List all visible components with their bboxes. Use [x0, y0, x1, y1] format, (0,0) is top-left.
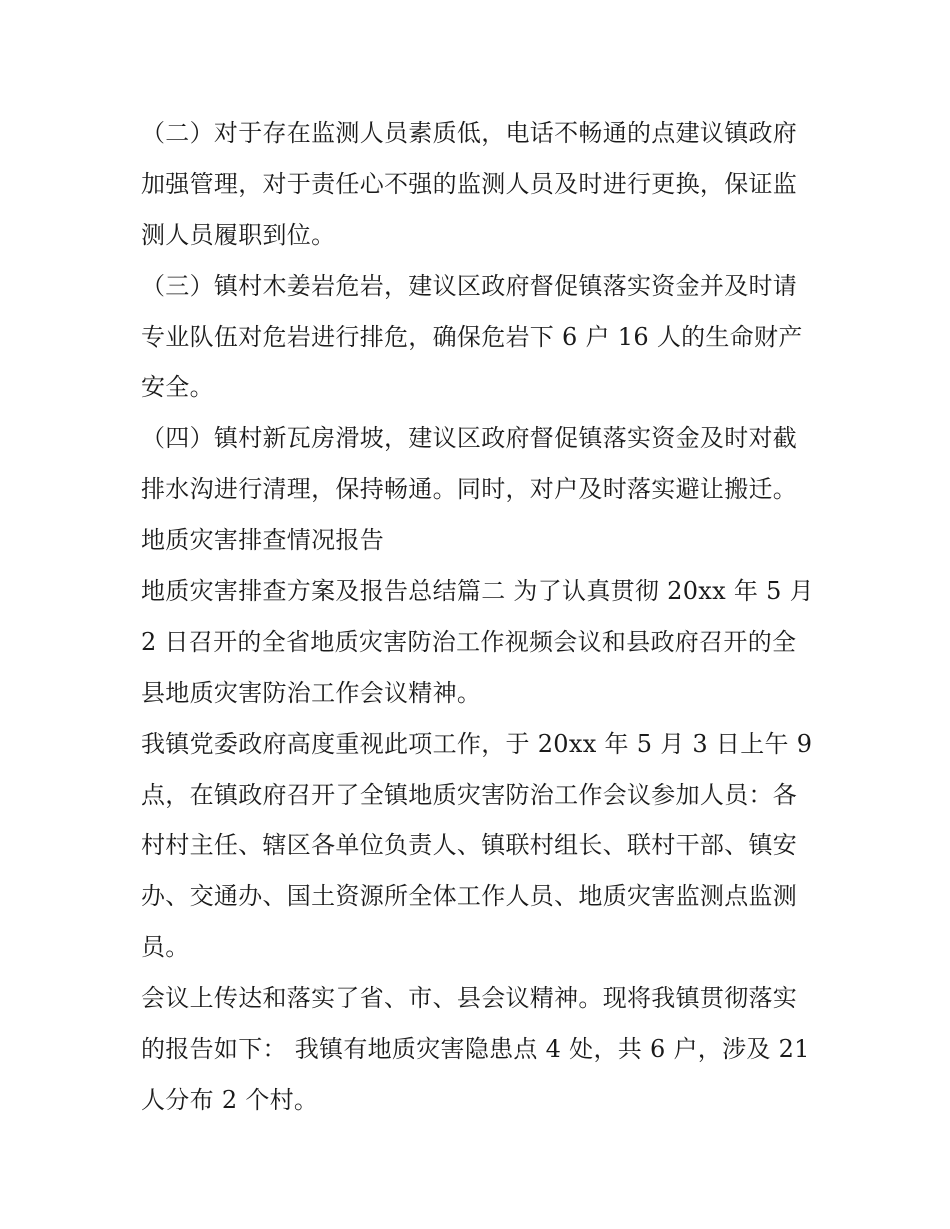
text-line: 加强管理，对于责任心不强的监测人员及时进行更换，保证监	[141, 169, 798, 198]
text-line: 地质灾害排查方案及报告总结篇二 为了认真贯彻 20xx 年 5 月	[141, 577, 814, 606]
text-line: 村村主任、辖区各单位负责人、镇联村组长、联村干部、镇安	[141, 831, 798, 860]
text-line: 的报告如下： 我镇有地质灾害隐患点 4 处，共 6 户，涉及 21	[141, 1035, 810, 1064]
text-line: 排水沟进行清理，保持畅通。同时，对户及时落实避让搬迁。	[141, 475, 798, 504]
text-line: 点，在镇政府召开了全镇地质灾害防治工作会议参加人员：各	[141, 780, 798, 809]
text-line: 2 日召开的全省地质灾害防治工作视频会议和县政府召开的全	[141, 627, 797, 656]
text-line: 县地质灾害防治工作会议精神。	[141, 678, 482, 707]
text-line: 人分布 2 个村。	[141, 1085, 319, 1114]
text-line: （四）镇村新瓦房滑坡，建议区政府督促镇落实资金及时对截	[141, 424, 798, 453]
section-heading: 地质灾害排查情况报告	[141, 526, 384, 555]
text-line: （三）镇村木姜岩危岩，建议区政府督促镇落实资金并及时请	[141, 271, 798, 300]
text-line: 测人员履职到位。	[141, 220, 336, 249]
text-line: 会议上传达和落实了省、市、县会议精神。现将我镇贯彻落实	[141, 984, 798, 1013]
text-line: （二）对于存在监测人员素质低，电话不畅通的点建议镇政府	[141, 119, 798, 147]
text-line: 员。	[141, 933, 190, 962]
text-line: 我镇党委政府高度重视此项工作，于 20xx 年 5 月 3 日上午 9	[141, 729, 813, 758]
document-body	[141, 108, 821, 1126]
text-line: 安全。	[141, 373, 214, 402]
text-line: 专业队伍对危岩进行排危，确保危岩下 6 户 16 人的生命财产	[141, 322, 803, 351]
text-line: 办、交通办、国土资源所全体工作人员、地质灾害监测点监测	[141, 882, 798, 911]
